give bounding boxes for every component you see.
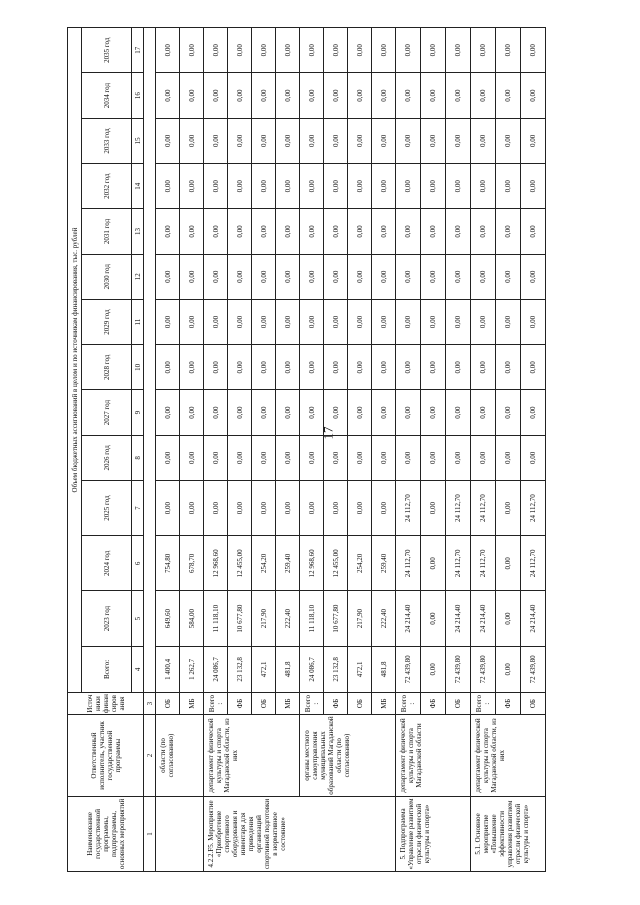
table-body: [68, 28, 546, 872]
row-year-value-cell: 0,00: [252, 345, 276, 390]
row-year-value-cell: 24 112,70: [396, 481, 421, 536]
row-year-value-cell: 217,90: [252, 591, 276, 646]
row-year-value-cell: 0,00: [496, 536, 521, 591]
header-source: Источники финансирования: [68, 693, 144, 715]
row-year-value-cell: 12 455,00: [228, 536, 252, 591]
row-year-value-cell: 0,00: [421, 118, 446, 163]
row-year-value-cell: 0,00: [252, 390, 276, 435]
row-year-value-cell: 0,00: [228, 299, 252, 344]
row-year-value-cell: 0,00: [446, 254, 471, 299]
row-year-value-cell: 0,00: [228, 481, 252, 536]
row-year-value-cell: 0,00: [252, 164, 276, 209]
row-year-value-cell: 0,00: [348, 435, 372, 480]
row-year-value-cell: 0,00: [156, 209, 180, 254]
row-year-value-cell: 0,00: [252, 73, 276, 118]
row-name-cell: 5.1. Основное мероприятие «Повышение эффективности управления развитием отрасли физической культуры и спорта»: [471, 796, 546, 871]
row-year-value-cell: 0,00: [396, 299, 421, 344]
row-year-value-cell: 0,00: [421, 73, 446, 118]
row-year-value-cell: 0,00: [228, 209, 252, 254]
row-year-value-cell: 0,00: [446, 299, 471, 344]
row-year-value-cell: 0,00: [180, 481, 204, 536]
row-year-value-cell: 0,00: [300, 164, 324, 209]
row-year-value-cell: 0,00: [156, 345, 180, 390]
column-number: 12: [132, 254, 144, 299]
row-year-value-cell: 0,00: [421, 345, 446, 390]
row-year-value-cell: 0,00: [276, 299, 300, 344]
row-total-cell: 23 132,8: [228, 646, 252, 692]
row-source-cell: ОБ: [252, 693, 276, 715]
row-year-value-cell: 0,00: [372, 435, 396, 480]
row-year-value-cell: 0,00: [348, 73, 372, 118]
row-year-value-cell: 0,00: [446, 164, 471, 209]
row-year-value-cell: 0,00: [372, 164, 396, 209]
budget-table: [67, 27, 546, 872]
row-year-value-cell: 0,00: [324, 73, 348, 118]
row-year-value-cell: 0,00: [228, 28, 252, 74]
row-responsible-cell: департамент физической культуры и спорта Магаданской области, из них: [471, 715, 546, 797]
row-year-value-cell: 0,00: [228, 345, 252, 390]
header-year: 2023 год: [82, 591, 132, 646]
row-year-value-cell: 0,00: [228, 254, 252, 299]
row-year-value-cell: 0,00: [421, 591, 446, 646]
header-year: 2025 год: [82, 481, 132, 536]
column-number: 11: [132, 299, 144, 344]
row-year-value-cell: 0,00: [204, 209, 228, 254]
row-year-value-cell: 0,00: [372, 390, 396, 435]
row-year-value-cell: 0,00: [471, 299, 496, 344]
row-year-value-cell: 0,00: [156, 435, 180, 480]
row-year-value-cell: 0,00: [300, 345, 324, 390]
row-year-value-cell: 0,00: [324, 435, 348, 480]
row-year-value-cell: 0,00: [180, 73, 204, 118]
row-year-value-cell: 0,00: [228, 390, 252, 435]
row-year-value-cell: 0,00: [372, 299, 396, 344]
row-year-value-cell: 0,00: [496, 390, 521, 435]
row-year-value-cell: 0,00: [348, 118, 372, 163]
row-source-cell: МБ: [372, 693, 396, 715]
row-total-cell: 0,00: [496, 646, 521, 692]
row-year-value-cell: 0,00: [324, 390, 348, 435]
row-year-value-cell: 0,00: [180, 254, 204, 299]
row-year-value-cell: 24 214,40: [471, 591, 496, 646]
column-number: 16: [132, 73, 144, 118]
row-year-value-cell: 0,00: [521, 390, 546, 435]
row-year-value-cell: 0,00: [252, 28, 276, 74]
row-year-value-cell: 0,00: [396, 345, 421, 390]
row-year-value-cell: 0,00: [396, 435, 421, 480]
row-year-value-cell: 0,00: [324, 118, 348, 163]
row-year-value-cell: 0,00: [252, 435, 276, 480]
row-year-value-cell: 0,00: [496, 118, 521, 163]
row-year-value-cell: 0,00: [156, 118, 180, 163]
row-year-value-cell: 0,00: [300, 28, 324, 74]
row-year-value-cell: 0,00: [300, 390, 324, 435]
row-year-value-cell: 0,00: [156, 390, 180, 435]
header-name: Наименование государственной программы, подпрограммы, основных мероприятий: [68, 796, 144, 871]
row-year-value-cell: 11 118,10: [204, 591, 228, 646]
row-year-value-cell: 0,00: [180, 390, 204, 435]
row-year-value-cell: 0,00: [180, 164, 204, 209]
row-year-value-cell: 0,00: [471, 390, 496, 435]
row-name-cell: [156, 796, 204, 871]
row-source-cell: ФБ: [324, 693, 348, 715]
header-funding-group: Объем бюджетных ассигнований в целом и по источникам финансирования, тыс. рублей: [68, 28, 82, 693]
row-year-value-cell: 0,00: [180, 28, 204, 74]
row-year-value-cell: 0,00: [396, 209, 421, 254]
row-year-value-cell: 222,40: [372, 591, 396, 646]
row-year-value-cell: 0,00: [496, 481, 521, 536]
row-year-value-cell: 0,00: [446, 118, 471, 163]
row-year-value-cell: 0,00: [396, 28, 421, 74]
row-year-value-cell: 12 455,00: [324, 536, 348, 591]
row-year-value-cell: 0,00: [372, 209, 396, 254]
row-source-cell: ОБ: [156, 693, 180, 715]
header-year: 2031 год: [82, 209, 132, 254]
header-total: Всего:: [82, 646, 132, 692]
header-responsible: Ответственный исполнитель, участник государственной программы: [68, 715, 144, 797]
row-year-value-cell: 12 968,60: [300, 536, 324, 591]
row-year-value-cell: 0,00: [180, 299, 204, 344]
row-year-value-cell: 0,00: [324, 28, 348, 74]
row-year-value-cell: 0,00: [421, 390, 446, 435]
row-year-value-cell: 0,00: [372, 254, 396, 299]
row-year-value-cell: 254,20: [252, 536, 276, 591]
row-year-value-cell: 0,00: [396, 118, 421, 163]
row-year-value-cell: 0,00: [496, 28, 521, 74]
row-year-value-cell: 0,00: [471, 345, 496, 390]
row-year-value-cell: 0,00: [348, 299, 372, 344]
column-number: 4: [132, 646, 144, 692]
row-year-value-cell: 0,00: [521, 209, 546, 254]
row-name-cell: 4.2.2.F5. Мероприятие «Приобретение спортивного оборудования и инвентаря для приведения организаций спортивной подготовки в нормативное состояние»: [204, 796, 396, 871]
row-year-value-cell: 0,00: [421, 299, 446, 344]
row-year-value-cell: 0,00: [204, 481, 228, 536]
row-year-value-cell: 0,00: [276, 28, 300, 74]
row-year-value-cell: 0,00: [521, 299, 546, 344]
row-year-value-cell: 584,00: [180, 591, 204, 646]
row-year-value-cell: 0,00: [156, 299, 180, 344]
row-source-cell: МБ: [180, 693, 204, 715]
row-source-cell: Всего:: [300, 693, 324, 715]
row-source-cell: ФБ: [228, 693, 252, 715]
row-source-cell: Всего:: [204, 693, 228, 715]
column-number: 8: [132, 435, 144, 480]
column-number: 1: [144, 796, 156, 871]
row-year-value-cell: 649,60: [156, 591, 180, 646]
row-year-value-cell: 0,00: [204, 299, 228, 344]
row-year-value-cell: 0,00: [180, 209, 204, 254]
row-year-value-cell: 0,00: [204, 435, 228, 480]
row-year-value-cell: 0,00: [276, 345, 300, 390]
table-row: [156, 28, 180, 872]
row-year-value-cell: 10 677,80: [324, 591, 348, 646]
row-year-value-cell: 259,40: [276, 536, 300, 591]
row-year-value-cell: 0,00: [421, 481, 446, 536]
row-year-value-cell: 0,00: [496, 591, 521, 646]
row-year-value-cell: 0,00: [276, 164, 300, 209]
row-source-cell: Всего:: [396, 693, 421, 715]
row-year-value-cell: 0,00: [276, 73, 300, 118]
row-year-value-cell: 678,70: [180, 536, 204, 591]
row-year-value-cell: 0,00: [180, 118, 204, 163]
row-year-value-cell: 12 968,60: [204, 536, 228, 591]
row-year-value-cell: 0,00: [471, 73, 496, 118]
row-year-value-cell: 0,00: [324, 209, 348, 254]
row-year-value-cell: 0,00: [348, 345, 372, 390]
row-year-value-cell: 0,00: [252, 299, 276, 344]
row-year-value-cell: 0,00: [446, 209, 471, 254]
row-year-value-cell: 0,00: [471, 435, 496, 480]
row-year-value-cell: 0,00: [204, 345, 228, 390]
row-year-value-cell: 0,00: [446, 390, 471, 435]
column-number: 9: [132, 390, 144, 435]
row-total-cell: 24 086,7: [300, 646, 324, 692]
row-year-value-cell: 0,00: [204, 164, 228, 209]
column-number: 17: [132, 28, 144, 74]
row-total-cell: 72 439,80: [396, 646, 421, 692]
row-responsible-cell: органы местного самоуправления муниципальных образований Магаданской области (по согласованию): [300, 715, 396, 797]
row-year-value-cell: 0,00: [496, 299, 521, 344]
row-year-value-cell: 0,00: [156, 73, 180, 118]
header-year: 2033 год: [82, 118, 132, 163]
row-year-value-cell: 0,00: [300, 73, 324, 118]
row-year-value-cell: 0,00: [496, 435, 521, 480]
row-year-value-cell: 24 112,70: [521, 481, 546, 536]
row-year-value-cell: 217,90: [348, 591, 372, 646]
row-year-value-cell: 0,00: [372, 28, 396, 74]
row-year-value-cell: 24 112,70: [396, 536, 421, 591]
row-year-value-cell: 0,00: [396, 390, 421, 435]
row-year-value-cell: 0,00: [324, 299, 348, 344]
row-year-value-cell: 0,00: [300, 254, 324, 299]
row-total-cell: 481,8: [372, 646, 396, 692]
row-year-value-cell: 0,00: [521, 254, 546, 299]
column-number: 13: [132, 209, 144, 254]
header-year: 2035 год: [82, 28, 132, 74]
row-year-value-cell: 0,00: [421, 28, 446, 74]
row-year-value-cell: 0,00: [471, 28, 496, 74]
row-year-value-cell: 0,00: [348, 209, 372, 254]
row-year-value-cell: 0,00: [372, 73, 396, 118]
row-year-value-cell: 24 214,40: [521, 591, 546, 646]
row-year-value-cell: 0,00: [252, 209, 276, 254]
row-source-cell: МБ: [276, 693, 300, 715]
row-year-value-cell: 0,00: [252, 254, 276, 299]
row-year-value-cell: 0,00: [276, 390, 300, 435]
column-number: 2: [144, 715, 156, 797]
row-total-cell: 24 086,7: [204, 646, 228, 692]
row-responsible-cell: департамент физической культуры и спорта Магаданской области, из них: [204, 715, 300, 797]
column-number: 3: [144, 693, 156, 715]
row-year-value-cell: 24 214,40: [446, 591, 471, 646]
row-year-value-cell: 0,00: [300, 209, 324, 254]
row-year-value-cell: 0,00: [324, 164, 348, 209]
row-year-value-cell: 254,20: [348, 536, 372, 591]
row-year-value-cell: 0,00: [421, 164, 446, 209]
header-year: 2026 год: [82, 435, 132, 480]
row-total-cell: 72 439,80: [446, 646, 471, 692]
row-year-value-cell: 0,00: [276, 254, 300, 299]
header-year: 2028 год: [82, 345, 132, 390]
row-source-cell: ФБ: [496, 693, 521, 715]
row-year-value-cell: 0,00: [180, 435, 204, 480]
row-year-value-cell: 0,00: [300, 299, 324, 344]
row-year-value-cell: 0,00: [348, 28, 372, 74]
row-total-cell: 481,8: [276, 646, 300, 692]
row-year-value-cell: 0,00: [396, 73, 421, 118]
row-year-value-cell: 0,00: [324, 345, 348, 390]
row-year-value-cell: 0,00: [348, 481, 372, 536]
header-year: 2030 год: [82, 254, 132, 299]
row-year-value-cell: 0,00: [421, 254, 446, 299]
row-year-value-cell: 0,00: [446, 28, 471, 74]
column-number: 14: [132, 164, 144, 209]
row-year-value-cell: 24 112,70: [521, 536, 546, 591]
column-number: 10: [132, 345, 144, 390]
row-year-value-cell: 0,00: [446, 73, 471, 118]
row-year-value-cell: 0,00: [446, 435, 471, 480]
row-year-value-cell: 0,00: [496, 345, 521, 390]
row-year-value-cell: 0,00: [156, 254, 180, 299]
row-year-value-cell: 0,00: [252, 481, 276, 536]
row-year-value-cell: 0,00: [496, 73, 521, 118]
column-number: 7: [132, 481, 144, 536]
row-year-value-cell: 0,00: [496, 209, 521, 254]
row-year-value-cell: 0,00: [521, 164, 546, 209]
row-year-value-cell: 0,00: [324, 254, 348, 299]
row-year-value-cell: 0,00: [204, 73, 228, 118]
table-row: [300, 28, 324, 872]
row-responsible-cell: департамент физической культуры и спорта Магаданской области: [396, 715, 471, 797]
row-year-value-cell: 24 112,70: [471, 536, 496, 591]
row-year-value-cell: 0,00: [300, 118, 324, 163]
row-year-value-cell: 0,00: [204, 28, 228, 74]
row-year-value-cell: 0,00: [276, 435, 300, 480]
row-total-cell: 472,1: [252, 646, 276, 692]
header-year: 2034 год: [82, 73, 132, 118]
row-year-value-cell: 0,00: [156, 481, 180, 536]
row-year-value-cell: 0,00: [228, 435, 252, 480]
row-year-value-cell: 0,00: [156, 28, 180, 74]
row-year-value-cell: 0,00: [521, 345, 546, 390]
row-total-cell: 72 439,80: [471, 646, 496, 692]
table-row: [471, 28, 496, 872]
row-source-cell: Всего:: [471, 693, 496, 715]
row-year-value-cell: 754,80: [156, 536, 180, 591]
row-year-value-cell: 0,00: [252, 118, 276, 163]
row-year-value-cell: 0,00: [276, 481, 300, 536]
row-year-value-cell: 0,00: [348, 390, 372, 435]
header-year: 2029 год: [82, 299, 132, 344]
row-responsible-cell: области (по согласованию): [156, 715, 204, 797]
row-total-cell: 72 439,80: [521, 646, 546, 692]
row-year-value-cell: 0,00: [471, 254, 496, 299]
row-year-value-cell: 0,00: [471, 164, 496, 209]
row-year-value-cell: 0,00: [496, 254, 521, 299]
row-year-value-cell: 24 112,70: [471, 481, 496, 536]
row-year-value-cell: 0,00: [228, 164, 252, 209]
table-row: [204, 28, 228, 872]
row-source-cell: ОБ: [521, 693, 546, 715]
row-total-cell: 1 400,4: [156, 646, 180, 692]
row-year-value-cell: 0,00: [228, 73, 252, 118]
row-year-value-cell: 0,00: [300, 435, 324, 480]
row-year-value-cell: 0,00: [421, 209, 446, 254]
row-year-value-cell: 0,00: [421, 435, 446, 480]
row-year-value-cell: 222,40: [276, 591, 300, 646]
row-year-value-cell: 0,00: [348, 254, 372, 299]
column-number: 15: [132, 118, 144, 163]
row-year-value-cell: 0,00: [324, 481, 348, 536]
row-year-value-cell: 0,00: [180, 345, 204, 390]
row-source-cell: ОБ: [446, 693, 471, 715]
row-year-value-cell: 24 112,70: [446, 481, 471, 536]
row-year-value-cell: 259,40: [372, 536, 396, 591]
row-year-value-cell: 0,00: [156, 164, 180, 209]
row-year-value-cell: 0,00: [471, 118, 496, 163]
row-total-cell: 1 262,7: [180, 646, 204, 692]
row-year-value-cell: 0,00: [396, 164, 421, 209]
row-year-value-cell: 0,00: [521, 435, 546, 480]
row-year-value-cell: 0,00: [204, 118, 228, 163]
row-name-cell: 5. Подпрограмма «Управление развитием отрасли физической культуры и спорта»: [396, 796, 471, 871]
row-year-value-cell: 10 677,80: [228, 591, 252, 646]
row-year-value-cell: 0,00: [521, 118, 546, 163]
row-year-value-cell: 0,00: [300, 481, 324, 536]
row-year-value-cell: 0,00: [446, 345, 471, 390]
header-year: 2027 год: [82, 390, 132, 435]
header-year: 2032 год: [82, 164, 132, 209]
header-year: 2024 год: [82, 536, 132, 591]
row-total-cell: 0,00: [421, 646, 446, 692]
row-source-cell: ОБ: [348, 693, 372, 715]
budget-table-sheet: [67, 27, 580, 872]
column-number: 5: [132, 591, 144, 646]
row-year-value-cell: 0,00: [521, 28, 546, 74]
row-total-cell: 23 132,8: [324, 646, 348, 692]
row-year-value-cell: 11 118,10: [300, 591, 324, 646]
row-year-value-cell: 0,00: [204, 254, 228, 299]
page-number: 17: [320, 426, 336, 440]
row-year-value-cell: 0,00: [396, 254, 421, 299]
row-year-value-cell: 0,00: [348, 164, 372, 209]
column-number: 6: [132, 536, 144, 591]
row-year-value-cell: 24 112,70: [446, 536, 471, 591]
row-year-value-cell: 0,00: [372, 118, 396, 163]
row-year-value-cell: 0,00: [276, 118, 300, 163]
column-number-spacer: [144, 28, 156, 693]
row-year-value-cell: 0,00: [204, 390, 228, 435]
row-year-value-cell: 0,00: [372, 345, 396, 390]
row-year-value-cell: 24 214,40: [396, 591, 421, 646]
row-year-value-cell: 0,00: [496, 164, 521, 209]
row-source-cell: ФБ: [421, 693, 446, 715]
table-row: [396, 28, 421, 872]
row-year-value-cell: 0,00: [372, 481, 396, 536]
row-year-value-cell: 0,00: [276, 209, 300, 254]
row-year-value-cell: 0,00: [421, 536, 446, 591]
row-year-value-cell: 0,00: [228, 118, 252, 163]
row-year-value-cell: 0,00: [471, 209, 496, 254]
row-year-value-cell: 0,00: [521, 73, 546, 118]
row-total-cell: 472,1: [348, 646, 372, 692]
